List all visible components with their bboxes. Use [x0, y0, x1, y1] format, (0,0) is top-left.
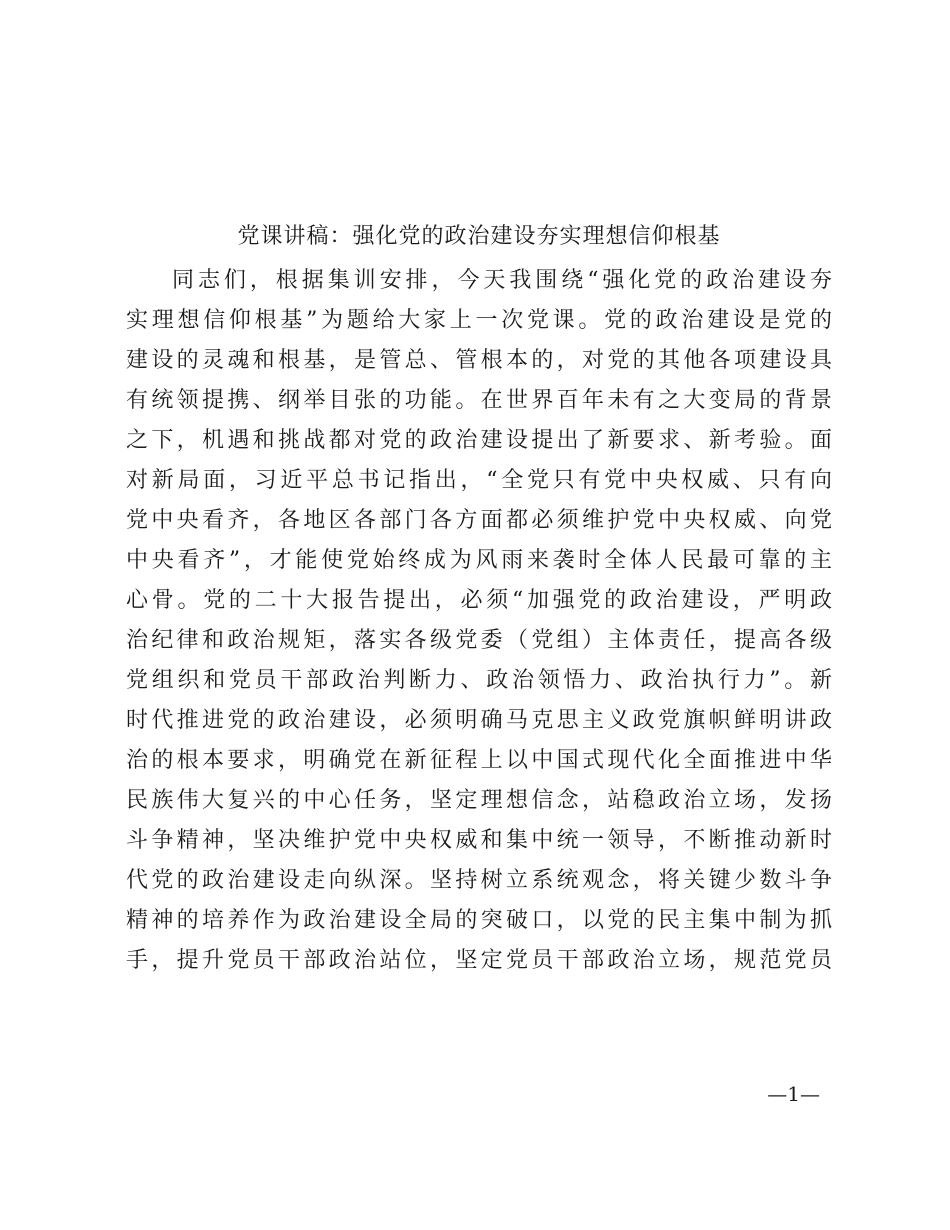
body-line: 有统领提携、纲举目张的功能。在世界百年未有之大变局的背景	[126, 388, 832, 413]
body-line: 民族伟大复兴的中心任务，坚定理想信念，站稳政治立场，发扬	[126, 788, 832, 813]
body-line: 时代推进党的政治建设，必须明确马克思主义政党旗帜鲜明讲政	[126, 708, 832, 733]
body-line: 党组织和党员干部政治判断力、政治领悟力、政治执行力”。新	[126, 668, 832, 693]
body-line: 建设的灵魂和根基，是管总、管根本的，对党的其他各项建设具	[126, 348, 832, 373]
body-line: 精神的培养作为政治建设全局的突破口，以党的民主集中制为抓	[126, 908, 832, 933]
body-line: 党中央看齐，各地区各部门各方面都必须维护党中央权威、向党	[126, 508, 832, 533]
body-line: 治纪律和政治规矩，落实各级党委（党组）主体责任，提高各级	[126, 628, 832, 653]
body-line: 心骨。党的二十大报告提出，必须“加强党的政治建设，严明政	[126, 588, 832, 613]
body-line: 对新局面，习近平总书记指出，“全党只有党中央权威、只有向	[126, 468, 832, 493]
body-line: 治的根本要求，明确党在新征程上以中国式现代化全面推进中华	[126, 748, 832, 773]
page-number: —1—	[767, 1082, 820, 1106]
body-line: 手，提升党员干部政治站位，坚定党员干部政治立场，规范党员	[126, 948, 832, 973]
body-line: 中央看齐”，才能使党始终成为风雨来袭时全体人民最可靠的主	[126, 548, 832, 573]
body-line: 同志们，根据集训安排，今天我围绕“强化党的政治建设夯	[172, 268, 832, 293]
body-line: 实理想信仰根基”为题给大家上一次党课。党的政治建设是党的	[126, 308, 832, 333]
body-line: 代党的政治建设走向纵深。坚持树立系统观念，将关键少数斗争	[126, 868, 832, 893]
document-body	[126, 261, 832, 981]
document-title: 党课讲稿：强化党的政治建设夯实理想信仰根基	[237, 224, 721, 249]
body-line: 之下，机遇和挑战都对党的政治建设提出了新要求、新考验。面	[126, 428, 832, 453]
body-line: 斗争精神，坚决维护党中央权威和集中统一领导，不断推动新时	[126, 828, 832, 853]
